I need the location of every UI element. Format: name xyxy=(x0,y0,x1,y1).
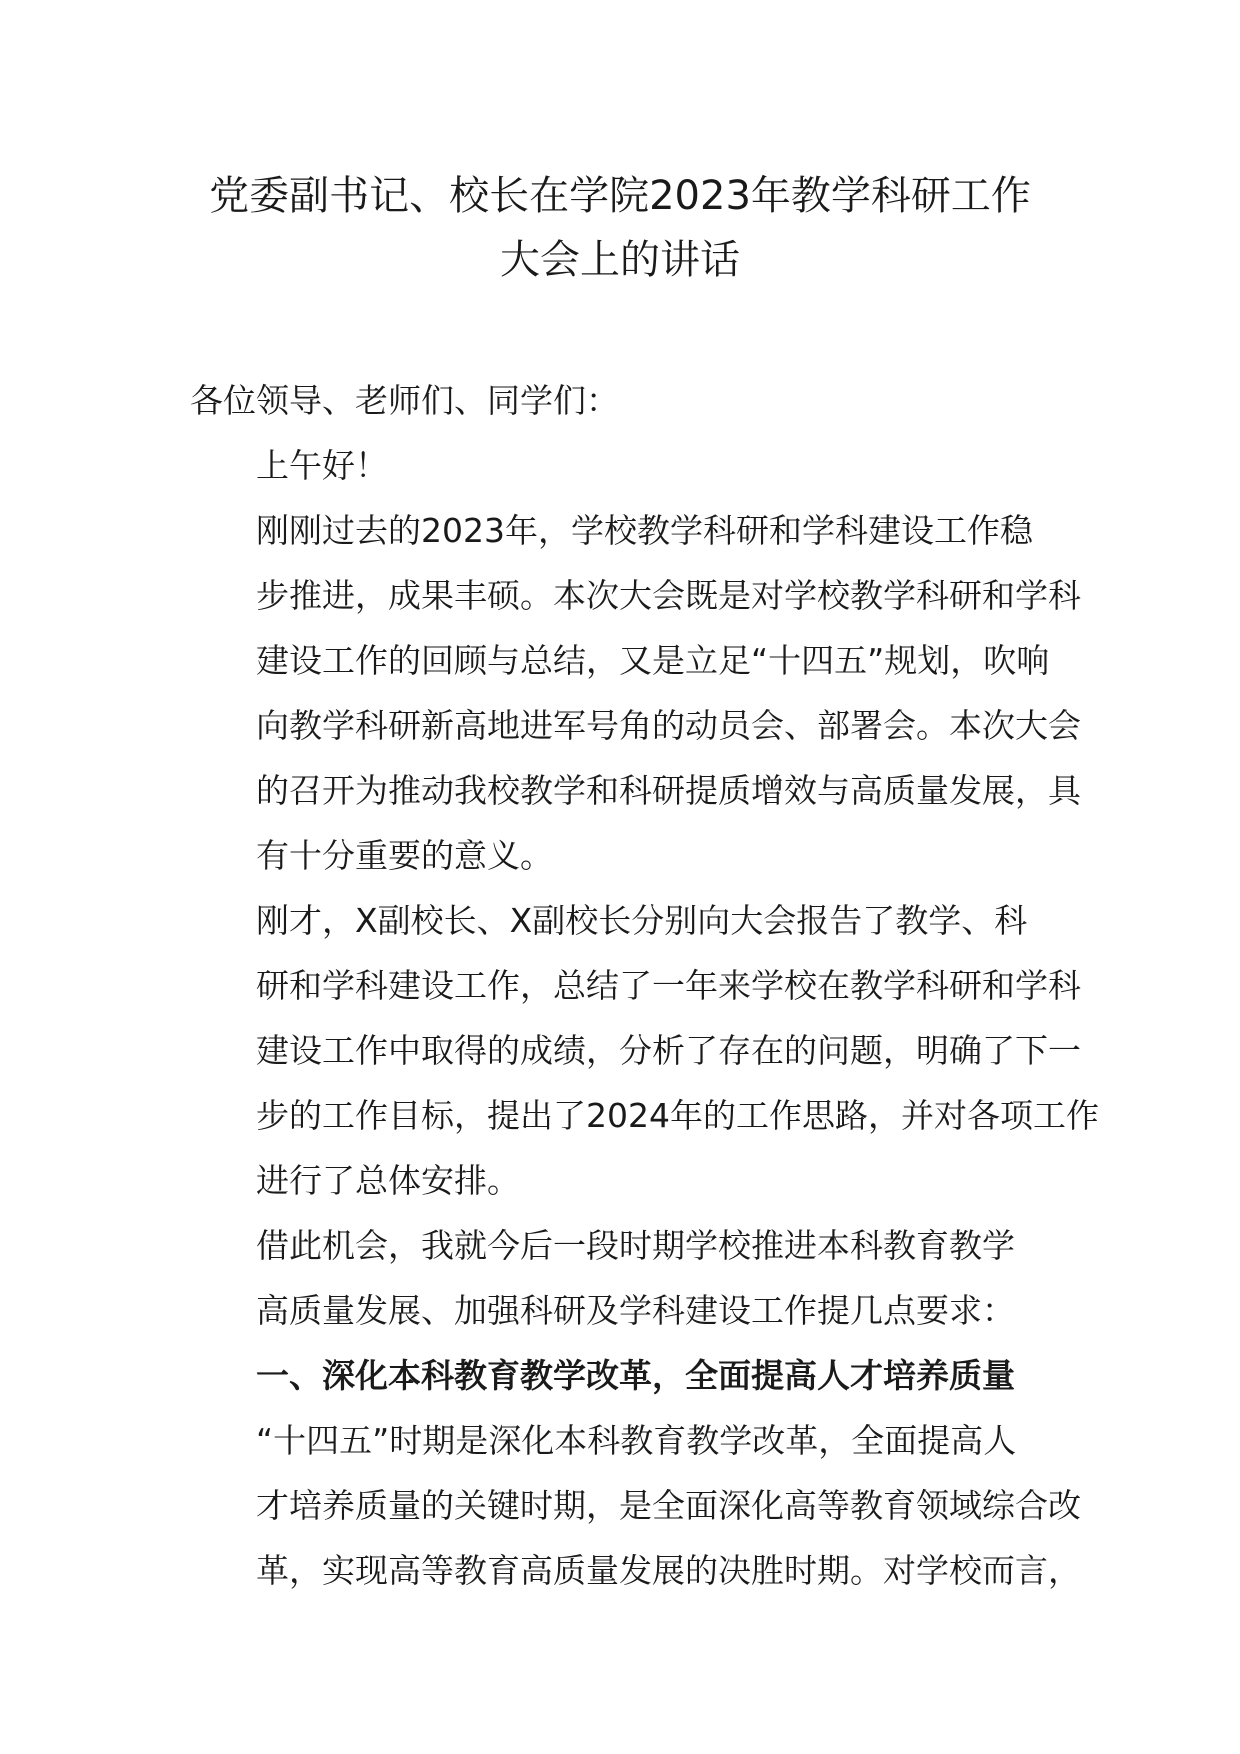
title-line-2: 大会上的讲话 xyxy=(500,237,740,283)
paragraph-line: 借此机会，我就今后一段时期学校推进本科教育教学 xyxy=(256,1226,1015,1265)
section-paragraph xyxy=(190,1408,1081,1603)
document-body xyxy=(190,368,1099,1603)
paragraph-line: 建设工作的回顾与总结，又是立足“十四五”规划，吹响 xyxy=(256,641,1050,680)
section-heading xyxy=(190,1343,1060,1408)
greeting xyxy=(190,433,1060,498)
greeting-text: 上午好！ xyxy=(256,446,388,485)
title-line-1: 党委副书记、校长在学院2023年教学科研工作 xyxy=(209,173,1031,219)
paragraph-line: 步的工作目标，提出了2024年的工作思路，并对各项工作 xyxy=(256,1096,1099,1135)
paragraph-line: 步推进，成果丰硕。本次大会既是对学校教学科研和学科 xyxy=(256,576,1081,615)
paragraph-line: 刚刚过去的2023年，学校教学科研和学科建设工作稳 xyxy=(256,511,1033,550)
paragraph-1 xyxy=(190,498,1081,888)
salutation xyxy=(190,368,1060,433)
paragraph-line: 的召开为推动我校教学和科研提质增效与高质量发展，具 xyxy=(256,771,1081,810)
paragraph-line: 研和学科建设工作，总结了一年来学校在教学科研和学科 xyxy=(256,966,1081,1005)
paragraph-line: 向教学科研新高地进军号角的动员会、部署会。本次大会 xyxy=(256,706,1081,745)
paragraph-line: 才培养质量的关键时期，是全面深化高等教育领域综合改 xyxy=(256,1486,1081,1525)
paragraph-line: 建设工作中取得的成绩，分析了存在的问题，明确了下一 xyxy=(256,1031,1081,1070)
paragraph-line: 有十分重要的意义。 xyxy=(256,836,553,875)
paragraph-2 xyxy=(190,888,1099,1213)
paragraph-line: 刚才，X副校长、X副校长分别向大会报告了教学、科 xyxy=(256,901,1028,940)
section-heading-text: 一、深化本科教育教学改革，全面提高人才培养质量 xyxy=(256,1356,1015,1395)
paragraph-line: 进行了总体安排。 xyxy=(256,1161,520,1200)
paragraph-3 xyxy=(190,1213,1060,1343)
paragraph-line: 革，实现高等教育高质量发展的决胜时期。对学校而言， xyxy=(256,1551,1081,1590)
page-title xyxy=(150,164,1090,292)
salutation-text: 各位领导、老师们、同学们： xyxy=(190,381,619,420)
paragraph-line: “十四五”时期是深化本科教育教学改革，全面提高人 xyxy=(256,1421,1017,1460)
paragraph-line: 高质量发展、加强科研及学科建设工作提几点要求： xyxy=(256,1291,1015,1330)
